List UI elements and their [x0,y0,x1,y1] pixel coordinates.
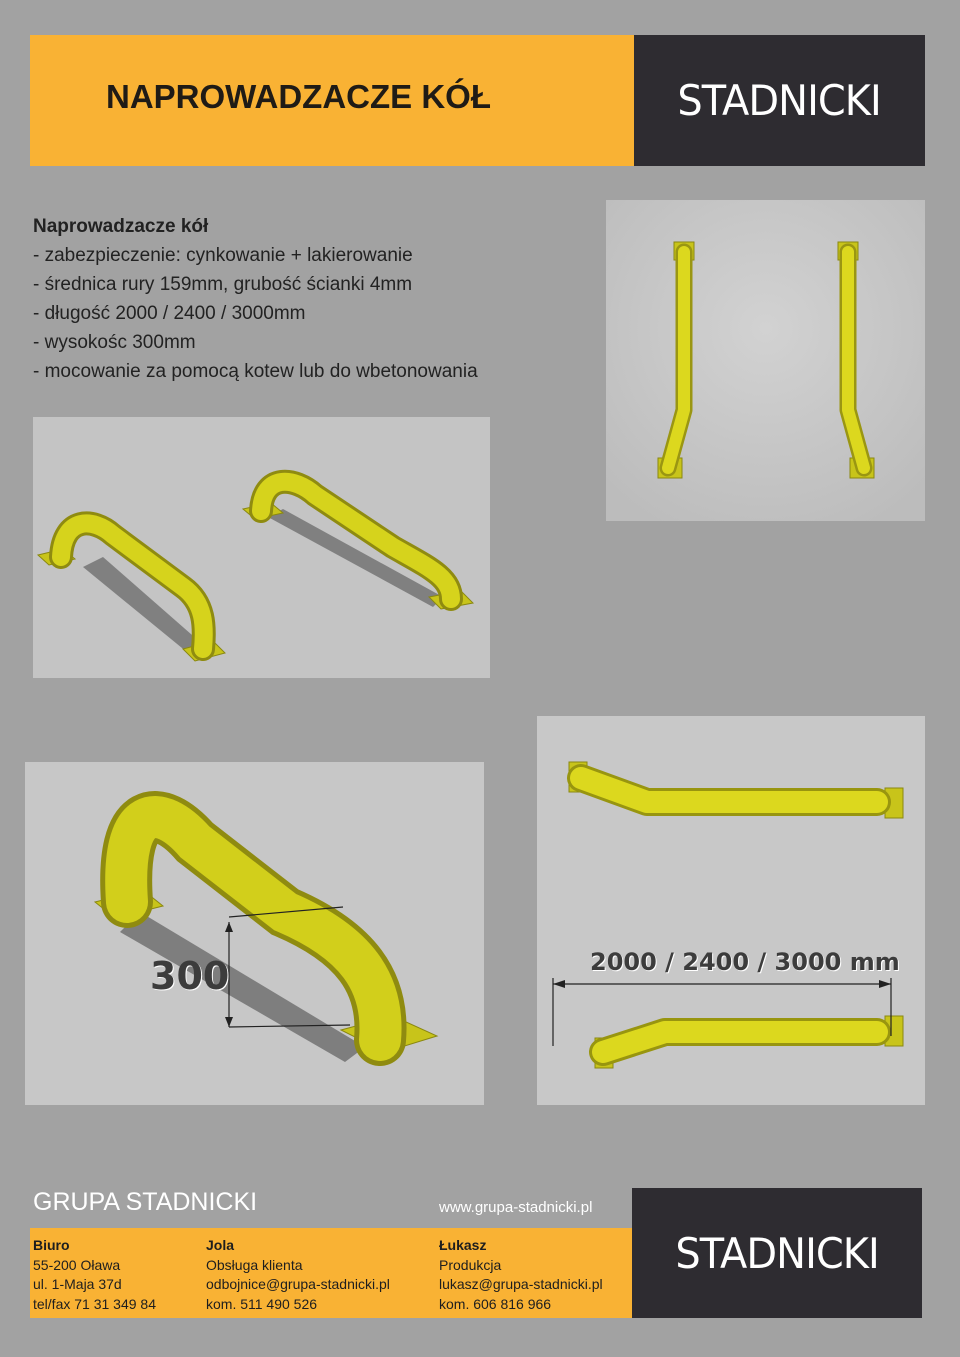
product-photo-length [537,716,925,1105]
logo-text: STADNICKI [675,1228,879,1278]
header-logo [634,35,925,166]
spec-line: - długość 2000 / 2400 / 3000mm [33,303,306,324]
product-photo-top-view [606,200,925,521]
contact-jola [206,1236,390,1314]
office-line: tel/fax 71 31 349 84 [33,1295,156,1312]
contact-phone: kom. 511 490 526 [206,1295,318,1312]
contact-role: Obsługa klienta [206,1256,303,1273]
office-heading: Biuro [33,1237,70,1253]
office-line: ul. 1-Maja 37d [33,1276,122,1292]
spec-line: - średnica rury 159mm, grubość ścianki 4mm [33,274,413,295]
website-link[interactable]: www.grupa-stadnicki.pl [439,1199,593,1216]
product-photo-height [25,762,484,1105]
spec-heading: Naprowadzacze kół [33,216,209,237]
footer-logo [632,1188,922,1318]
office-line: 55-200 Oława [33,1256,121,1273]
height-label: 300 [150,954,230,998]
logo-text: STADNICKI [677,76,882,125]
product-photo-perspective [33,417,490,678]
contact-heading: Łukasz [439,1237,487,1253]
footer-brand: GRUPA STADNICKI [33,1188,258,1216]
contact-heading: Jola [206,1237,235,1253]
contact-lukasz [439,1236,603,1314]
length-label: 2000 / 2400 / 3000 mm [590,948,900,976]
contact-phone: kom. 606 816 966 [439,1295,552,1312]
page-title: NAPROWADZACZE KÓŁ [106,78,491,115]
spec-line: - mocowanie za pomocą kotew lub do wbetonowania [33,361,478,382]
spec-line: - zabezpieczenie: cynkowanie + lakierowanie [33,245,413,266]
contact-email[interactable]: lukasz@grupa-stadnicki.pl [439,1276,603,1292]
contact-email[interactable]: odbojnice@grupa-stadnicki.pl [206,1276,390,1292]
spec-line: - wysokośc 300mm [33,332,196,353]
office-contact [33,1236,156,1314]
contact-role: Produkcja [439,1256,502,1273]
